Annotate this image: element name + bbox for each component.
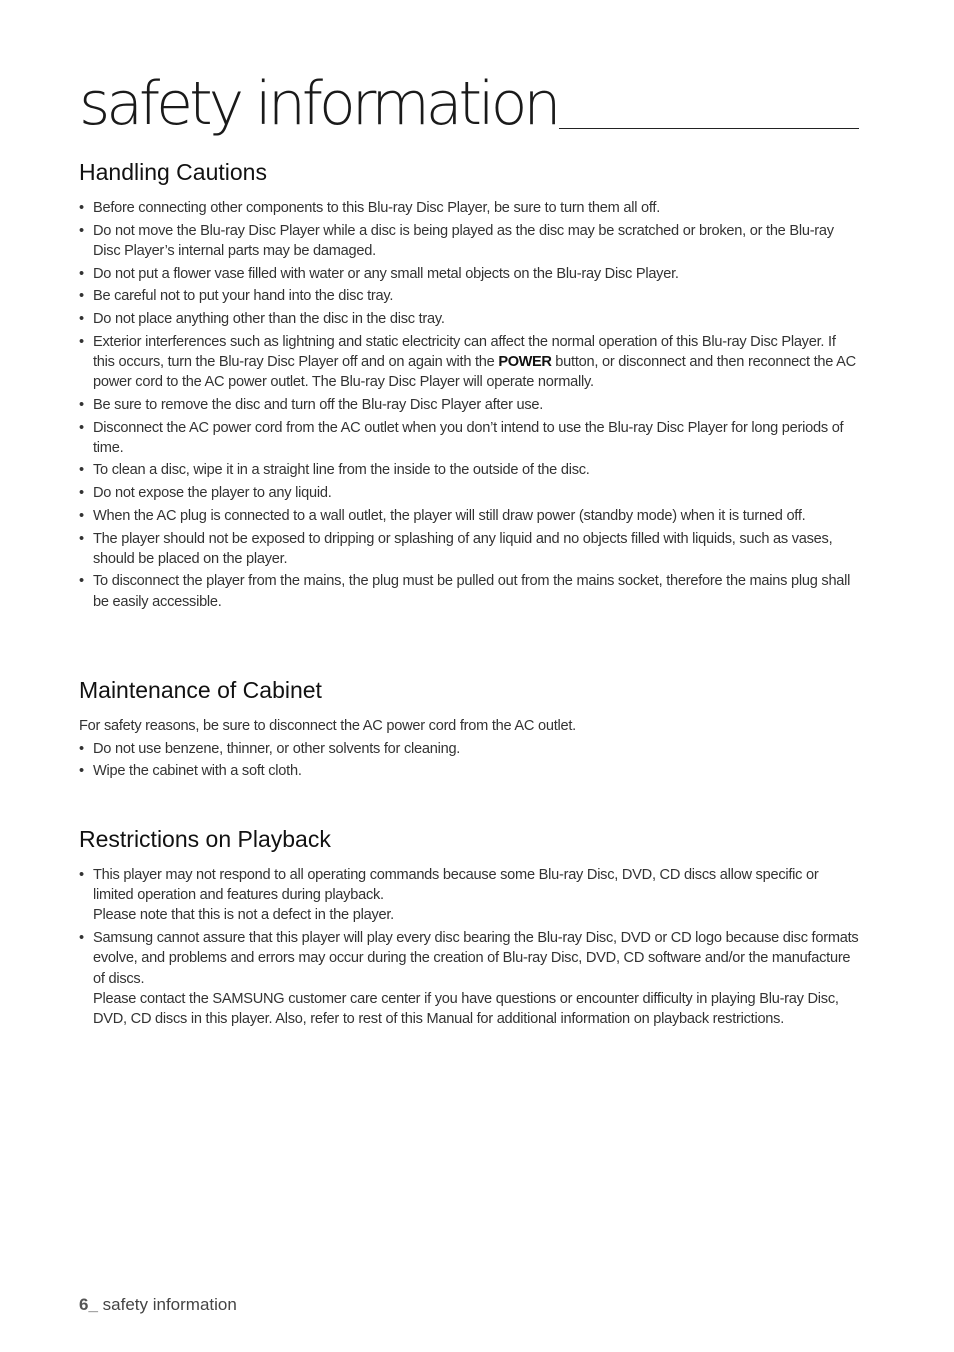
list-item: • Wipe the cabinet with a soft cloth.: [79, 761, 859, 781]
list-item: • Do not put a flower vase filled with water or any small metal objects on the Blu-ray Disc Player.: [79, 264, 859, 284]
page-number: 6_: [79, 1295, 98, 1314]
list-item: • Do not expose the player to any liquid.: [79, 483, 859, 503]
list-item: • Do not place anything other than the disc in the disc tray.: [79, 309, 859, 329]
footer-label: safety information: [97, 1295, 237, 1314]
list-item-text: button, or disconnect and then reconnect the AC power cord to the AC power outlet. The Blu-ray Disc Player will operate normally.: [93, 353, 856, 391]
list-item: [79, 865, 859, 926]
handling-section: [79, 158, 859, 614]
list-item-note: Please contact the SAMSUNG customer care center if you have questions or encounter difficulty in playing Blu-ray Disc, DVD, CD discs in this player. Also, refer to rest of this Manual for additional information on playback restrictions.: [93, 990, 839, 1027]
list-item: • To disconnect the player from the mains, the plug must be pulled out from the mains socket, therefore the mains plug shall be easily accessible.: [79, 571, 859, 611]
list-item: • The player should not be exposed to dripping or splashing of any liquid and no objects filled with liquids, such as vases, should be placed on the player.: [79, 529, 859, 569]
maintenance-intro: For safety reasons, be sure to disconnect the AC power cord from the AC outlet.: [79, 718, 576, 734]
list-item-text: Exterior interferences such as lightning and static electricity can affect the normal operation of this Blu-ray Disc Player. If this occurs, turn the Blu-ray Disc Player off and on again with the: [93, 333, 836, 370]
list-item-note: Please note that this is not a defect in the player.: [93, 907, 394, 924]
maintenance-section: [79, 676, 859, 784]
list-item: • Do not use benzene, thinner, or other solvents for cleaning.: [79, 739, 859, 759]
maintenance-list: [79, 739, 859, 782]
list-item: • When the AC plug is connected to a wall outlet, the player will still draw power (standby mode) when it is turned off.: [79, 506, 859, 526]
list-item: [79, 332, 859, 393]
list-item: • Be careful not to put your hand into the disc tray.: [79, 286, 859, 306]
restrictions-list: [79, 865, 859, 1029]
list-item: • Do not move the Blu-ray Disc Player while a disc is being played as the disc may be scratched or broken, or the Blu-ray Disc Player’s internal parts may be damaged.: [79, 221, 859, 261]
page-footer: [79, 1295, 237, 1315]
handling-list: [79, 198, 859, 612]
page-title: safety information: [79, 69, 558, 139]
list-item-text: This player may not respond to all operating commands because some Blu-ray Disc, DVD, CD discs allow specific or limited operation and features during playback.: [93, 867, 819, 904]
restrictions-heading: Restrictions on Playback: [79, 826, 331, 852]
restrictions-section: [79, 825, 859, 1032]
page-header: [79, 69, 859, 139]
list-item-text: Samsung cannot assure that this player will play every disc bearing the Blu-ray Disc, DVD or CD logo because disc formats evolve, and problems and errors may occur during the creation of Blu-ray Disc, DVD, CD software and/or the manufacture of discs.: [93, 930, 859, 987]
list-item: [79, 928, 859, 1029]
list-item: • Disconnect the AC power cord from the AC outlet when you don’t intend to use the Blu-ray Disc Player for long periods of time.: [79, 418, 859, 458]
list-item: • To clean a disc, wipe it in a straight line from the inside to the outside of the disc.: [79, 460, 859, 480]
maintenance-heading: Maintenance of Cabinet: [79, 677, 322, 703]
handling-heading: Handling Cautions: [79, 159, 267, 185]
list-item: • Be sure to remove the disc and turn off the Blu-ray Disc Player after use.: [79, 395, 859, 415]
list-item: • Before connecting other components to this Blu-ray Disc Player, be sure to turn them all off.: [79, 198, 859, 218]
power-button-label: POWER: [498, 353, 552, 370]
